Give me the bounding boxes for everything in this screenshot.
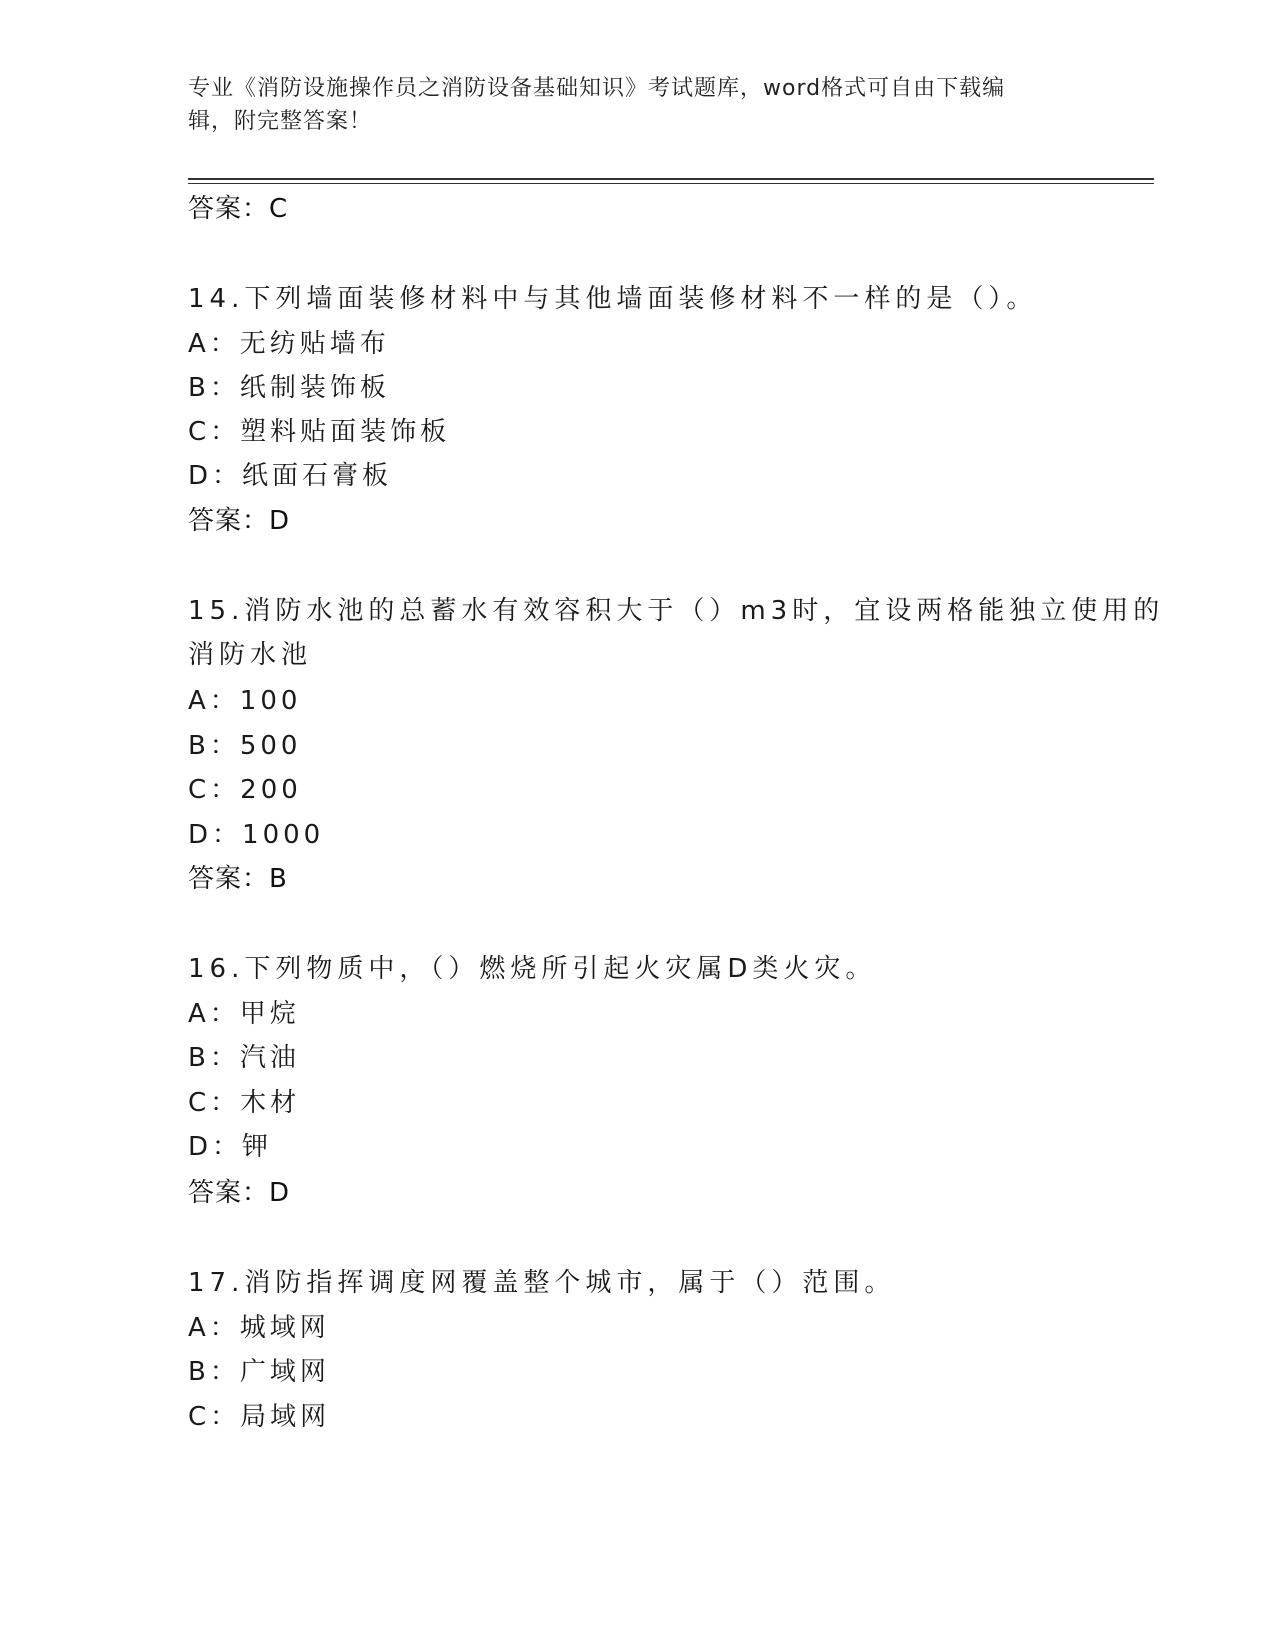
q16-option-c: C：木材 bbox=[188, 1088, 301, 1118]
q15-option-b: B：500 bbox=[188, 731, 302, 761]
question-16: 16.下列物质中，（）燃烧所引起火灾属D类火灾。 bbox=[188, 954, 877, 984]
header-line-2: 辑，附完整答案！ bbox=[188, 109, 373, 134]
q17-option-a: A：城域网 bbox=[188, 1313, 330, 1343]
question-17: 17.消防指挥调度网覆盖整个城市，属于（）范围。 bbox=[188, 1268, 896, 1298]
q14-option-c: C：塑料贴面装饰板 bbox=[188, 417, 451, 447]
q16-option-d: D：钾 bbox=[188, 1132, 273, 1162]
document-header bbox=[188, 72, 1068, 138]
answer-q14: 答案：D bbox=[188, 506, 291, 536]
question-14: 14.下列墙面装修材料中与其他墙面装修材料不一样的是（）。 bbox=[188, 284, 1038, 314]
q15-option-a: A：100 bbox=[188, 686, 302, 716]
q15-option-c: C：200 bbox=[188, 775, 302, 805]
q17-option-b: B：广域网 bbox=[188, 1357, 330, 1387]
q16-option-a: A：甲烷 bbox=[188, 999, 300, 1029]
q14-option-d: D：纸面石膏板 bbox=[188, 461, 393, 491]
header-divider-thick bbox=[188, 178, 1154, 180]
q16-option-b: B：汽油 bbox=[188, 1043, 300, 1073]
header-line-1: 专业《消防设施操作员之消防设备基础知识》考试题库，word格式可自由下载编 bbox=[188, 76, 1006, 101]
q14-option-a: A：无纺贴墙布 bbox=[188, 329, 390, 359]
answer-q16: 答案：D bbox=[188, 1178, 291, 1208]
q15-option-d: D：1000 bbox=[188, 820, 325, 850]
question-15-line-2: 消防水池 bbox=[188, 640, 313, 670]
q14-option-b: B：纸制装饰板 bbox=[188, 373, 390, 403]
header-divider-thin bbox=[188, 183, 1154, 184]
answer-q15: 答案：B bbox=[188, 864, 288, 894]
q17-option-c: C：局域网 bbox=[188, 1402, 331, 1432]
answer-q13: 答案：C bbox=[188, 194, 289, 224]
question-15-line-1: 15.消防水池的总蓄水有效容积大于（）m3时，宜设两格能独立使用的 bbox=[188, 596, 1165, 626]
